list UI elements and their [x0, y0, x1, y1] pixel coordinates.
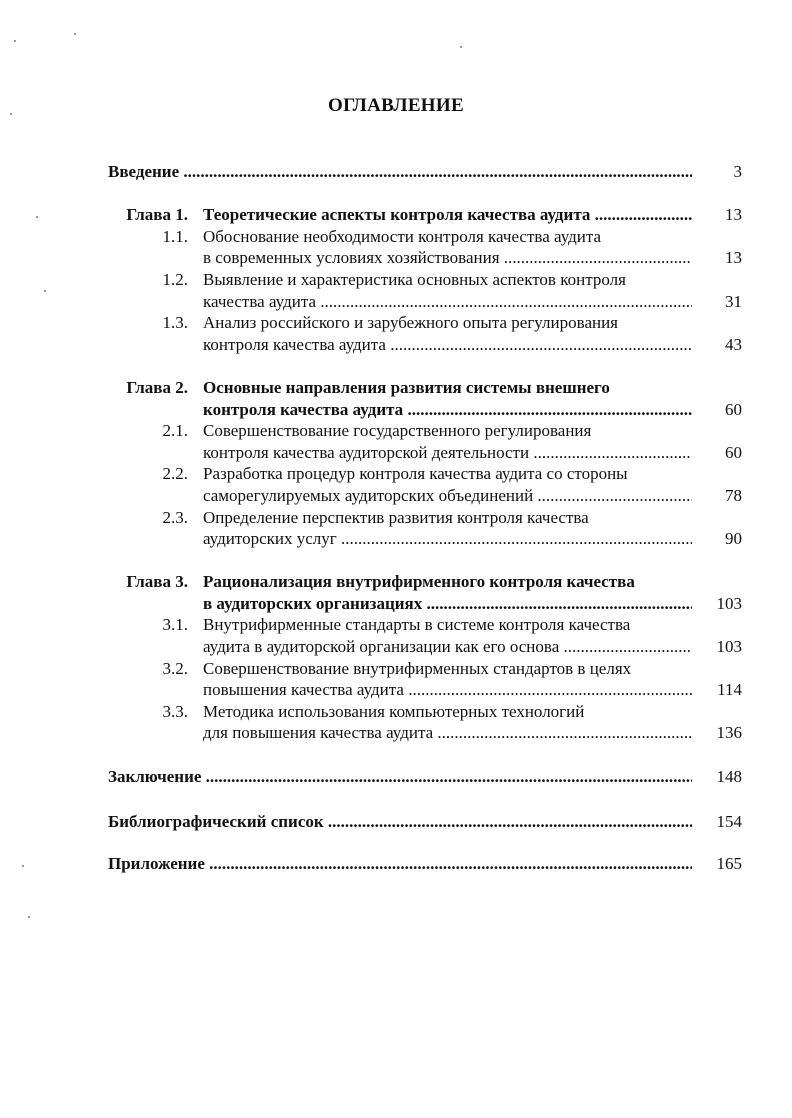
- section-number: 3.2.: [162, 659, 188, 678]
- toc-section-2-1-cont: [0, 442, 792, 464]
- toc-chapter-1: [0, 204, 792, 226]
- toc-page-number: 136: [716, 723, 742, 742]
- toc-page-number: 43: [725, 335, 742, 354]
- toc-page-number: 31: [725, 292, 742, 311]
- toc-page-number: 114: [717, 680, 742, 699]
- toc-page-number: 165: [716, 854, 742, 873]
- scan-speck: [14, 40, 16, 42]
- toc-entry-text: Заключение .....: [108, 766, 692, 788]
- section-number: 1.1.: [162, 227, 188, 246]
- section-title-line: Разработка процедур контроля качества аудита со стороны: [203, 464, 628, 483]
- section-title-line: контроля качества аудиторской деятельности .....: [203, 442, 692, 464]
- section-title-line: качества аудита .....: [203, 291, 692, 313]
- toc-entry-text: Введение .....: [108, 161, 692, 183]
- toc-page-number: 103: [716, 637, 742, 656]
- section-title-line: Обоснование необходимости контроля качества аудита: [203, 227, 602, 246]
- section-title-line: саморегулируемых аудиторских объединений .....: [203, 485, 692, 507]
- toc-page-number: 60: [725, 400, 742, 419]
- section-title-line: Анализ российского и зарубежного опыта регулирования: [203, 313, 619, 332]
- scan-speck: [74, 33, 76, 35]
- toc-chapter-2: [0, 377, 792, 399]
- chapter-title: контроля качества аудита .....: [203, 399, 692, 421]
- toc-section-1-1-cont: [0, 247, 792, 269]
- toc-page-number: 90: [725, 529, 742, 548]
- section-number: 1.2.: [162, 270, 188, 289]
- toc-chapter-3-cont: [0, 593, 792, 615]
- toc-entry-bibliography: [0, 811, 792, 833]
- section-number: 2.3.: [162, 508, 188, 527]
- toc-section-3-3: [0, 701, 792, 723]
- section-title-line: в современных условиях хозяйствования .....: [203, 247, 692, 269]
- scan-speck: [44, 290, 46, 292]
- chapter-label: Глава 1.: [126, 205, 188, 224]
- scan-speck: [10, 113, 12, 115]
- toc-section-2-2: [0, 463, 792, 485]
- toc-page-number: 103: [716, 594, 742, 613]
- section-number: 2.1.: [162, 421, 188, 440]
- scan-speck: [28, 916, 30, 918]
- page-title: ОГЛАВЛЕНИЕ: [328, 95, 464, 116]
- section-title-line: Методика использования компьютерных технологий: [203, 702, 585, 721]
- section-number: 1.3.: [162, 313, 188, 332]
- toc-entry-introduction: [0, 161, 792, 183]
- toc-entry-text: Библиографический список .....: [108, 811, 692, 833]
- toc-page-number: 154: [716, 812, 742, 831]
- toc-section-1-1: [0, 226, 792, 248]
- section-title-line: Совершенствование внутрифирменных стандартов в целях: [203, 659, 632, 678]
- toc-section-2-3: [0, 507, 792, 529]
- section-number: 3.3.: [162, 702, 188, 721]
- toc-page-number: 60: [725, 443, 742, 462]
- section-title-line: аудита в аудиторской организации как его основа .....: [203, 636, 692, 658]
- section-title-line: Определение перспектив развития контроля качества: [203, 508, 589, 527]
- toc-section-3-2-cont: [0, 679, 792, 701]
- toc-section-2-1: [0, 420, 792, 442]
- scan-speck: [460, 46, 462, 48]
- toc-page-number: 78: [725, 486, 742, 505]
- chapter-title: Теоретические аспекты контроля качества аудита .....: [203, 204, 692, 226]
- toc-section-1-3: [0, 312, 792, 334]
- toc-page-number: 13: [725, 248, 742, 267]
- toc-section-3-2: [0, 658, 792, 680]
- toc-page-number: 3: [733, 162, 742, 181]
- section-title-line: повышения качества аудита .....: [203, 679, 692, 701]
- section-title-line: аудиторских услуг .....: [203, 528, 692, 550]
- chapter-title: Рационализация внутрифирменного контроля качества: [203, 572, 635, 591]
- toc-entry-conclusion: [0, 766, 792, 788]
- scan-speck: [36, 216, 38, 218]
- section-title-line: Внутрифирменные стандарты в системе контроля качества: [203, 615, 631, 634]
- toc-section-3-1: [0, 614, 792, 636]
- chapter-title: в аудиторских организациях .....: [203, 593, 692, 615]
- section-title-line: Выявление и характеристика основных аспектов контроля: [203, 270, 626, 289]
- section-number: 3.1.: [162, 615, 188, 634]
- toc-chapter-3: [0, 571, 792, 593]
- chapter-title: Основные направления развития системы внешнего: [203, 378, 610, 397]
- toc-page-number: 148: [716, 767, 742, 786]
- toc-section-2-2-cont: [0, 485, 792, 507]
- toc-section-3-3-cont: [0, 722, 792, 744]
- section-title-line: Совершенствование государственного регулирования: [203, 421, 592, 440]
- chapter-label: Глава 3.: [126, 572, 188, 591]
- toc-entry-text: Приложение .....: [108, 853, 692, 875]
- section-title-line: для повышения качества аудита .....: [203, 722, 692, 744]
- toc-entry-appendix: [0, 853, 792, 875]
- toc-section-3-1-cont: [0, 636, 792, 658]
- toc-section-2-3-cont: [0, 528, 792, 550]
- scan-speck: [22, 865, 24, 867]
- section-title-line: контроля качества аудита .....: [203, 334, 692, 356]
- chapter-label: Глава 2.: [126, 378, 188, 397]
- toc-section-1-3-cont: [0, 334, 792, 356]
- toc-section-1-2-cont: [0, 291, 792, 313]
- toc-chapter-2-cont: [0, 399, 792, 421]
- section-number: 2.2.: [162, 464, 188, 483]
- toc-section-1-2: [0, 269, 792, 291]
- toc-page-number: 13: [725, 205, 742, 224]
